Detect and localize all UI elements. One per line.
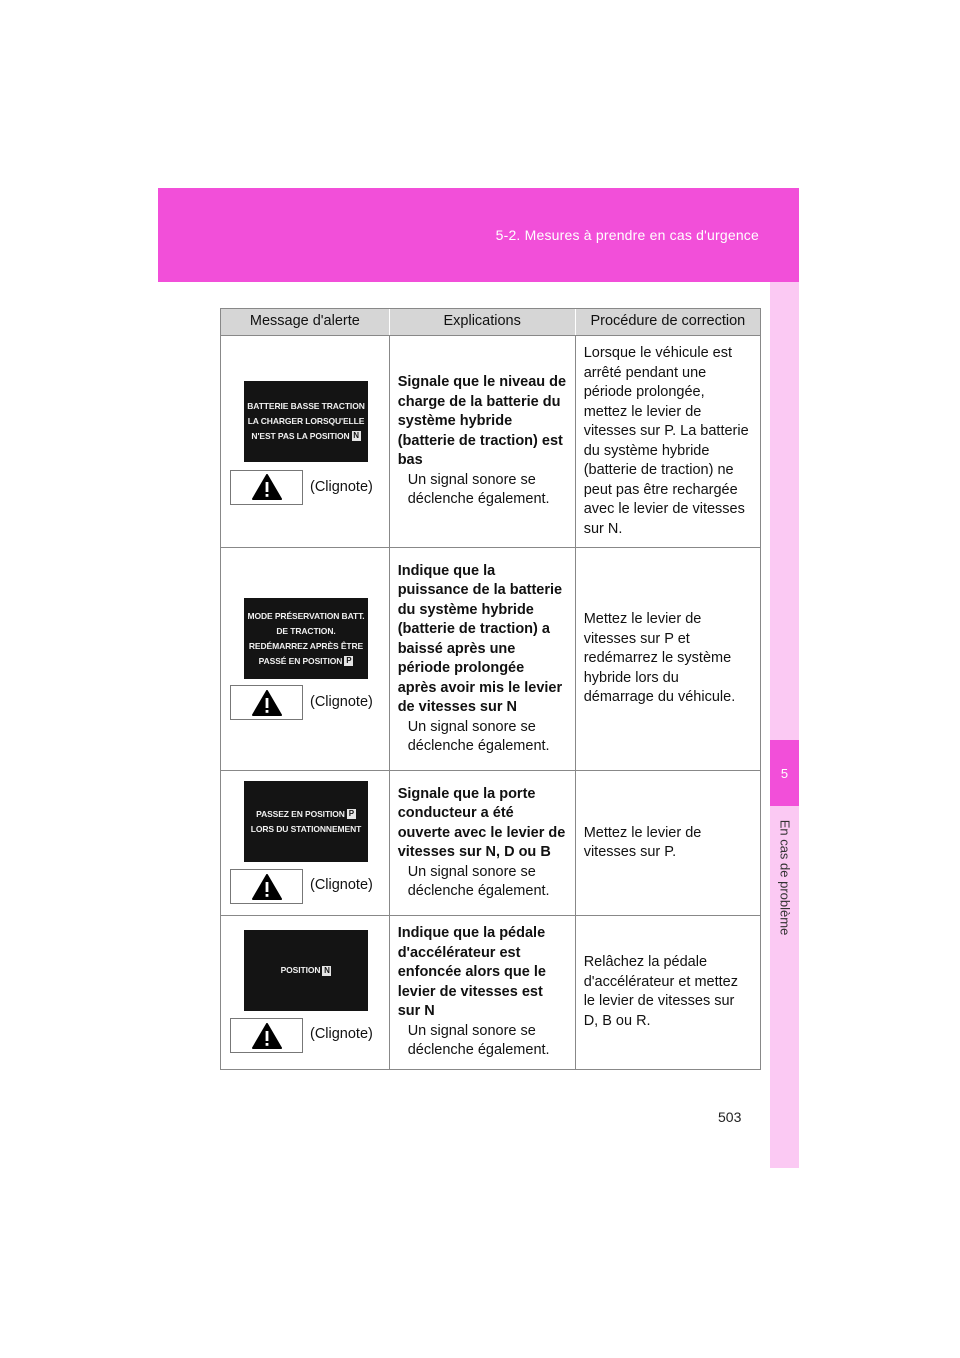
table-header-row [221,309,761,336]
table-row [221,336,761,548]
warning-triangle-icon [230,869,303,904]
explanation-title: Indique que la pédale d'accélérateur est enfoncée alors que le levier de vitesses est sur N [397,925,546,1019]
message-cell [221,548,390,771]
screen-line: REDÉMARREZ APRÈS ÊTRE [248,640,364,651]
display-screen [244,598,368,679]
explanation-cell [389,916,575,1070]
chapter-number [770,740,799,806]
blink-label: (Clignote) [310,877,373,893]
explanation-cell [389,548,575,771]
screen-line: PASSEZ EN POSITION P [256,808,354,819]
column-header-correction: Procédure de correction [575,309,760,336]
explanation-cell [389,336,575,548]
warning-triangle-icon [230,1018,303,1053]
column-header-explanations: Explications [389,309,575,336]
warning-triangle-icon [230,685,303,720]
explanation-note: Un signal sonore se déclenche également. [407,471,550,508]
explanation-note: Un signal sonore se déclenche également. [407,863,550,899]
chapter-title-label: En cas de problème [777,819,792,936]
screen-line: LA CHARGER LORSQU'ELLE [247,415,365,426]
column-header-message: Message d'alerte [221,309,390,336]
blink-label: (Clignote) [310,1026,373,1043]
gear-badge: N [353,431,359,441]
message-cell [221,916,390,1070]
gear-badge: N [324,966,330,975]
gear-badge: P [346,656,352,666]
page-number: 503 [718,1109,742,1125]
blink-label: (Clignote) [310,694,373,710]
explanation-note: Un signal sonore se déclenche également. [407,1022,550,1058]
display-screen [244,781,368,862]
explanation-title: Signale que la porte conducteur a été ouverte avec le levier de vitesses sur N, D ou B [397,785,566,860]
explanation-note: Un signal sonore se déclenche également. [407,718,550,754]
chapter-title [770,808,799,948]
chapter-number-label: 5 [780,765,789,781]
correction-cell: Lorsque le véhicule est arrêté pendant une période prolongée, mettez le levier de vitesses sur P. La batterie du système hybride (batterie de traction) ne peut pas être rechargée avec le levier de vitesses sur N. [575,336,760,548]
explanation-cell [389,771,575,916]
explanation-title: Indique que la puissance de la batterie du système hybride (batterie de traction) a baissé après une période prolongée après avoir mis le levier de vitesses sur N [397,562,563,715]
screen-line: PASSÉ EN POSITION P [258,655,352,666]
table-row [221,548,761,771]
screen-line: MODE PRÉSERVATION BATT. [247,610,365,621]
message-cell [221,771,390,916]
section-title: 5-2. Mesures à prendre en cas d'urgence [495,227,759,243]
warning-messages-table [220,308,761,1070]
gear-badge: P [348,809,354,819]
screen-line: POSITION N [280,965,330,976]
correction-cell: Mettez le levier de vitesses sur P. [575,771,760,916]
header-band [158,188,799,282]
screen-line: BATTERIE BASSE TRACTION [247,400,365,411]
screen-line: N'EST PAS LA POSITION N [251,430,359,441]
explanation-title: Signale que le niveau de charge de la batterie du système hybride (batterie de traction) est bas [397,374,567,469]
warning-triangle-icon [230,470,303,505]
side-tab-strip [770,282,799,1168]
screen-line: DE TRACTION. [276,625,336,636]
display-screen [244,381,368,462]
screen-line: LORS DU STATIONNEMENT [250,823,362,834]
blink-label: (Clignote) [310,478,373,495]
table-row [221,771,761,916]
correction-cell: Relâchez la pédale d'accélérateur et mettez le levier de vitesses sur D, B ou R. [575,916,760,1070]
correction-cell: Mettez le levier de vitesses sur P et redémarrez le système hybride lors du démarrage du véhicule. [575,548,760,771]
message-cell [221,336,390,548]
table-row [221,916,761,1070]
display-screen [244,930,368,1011]
